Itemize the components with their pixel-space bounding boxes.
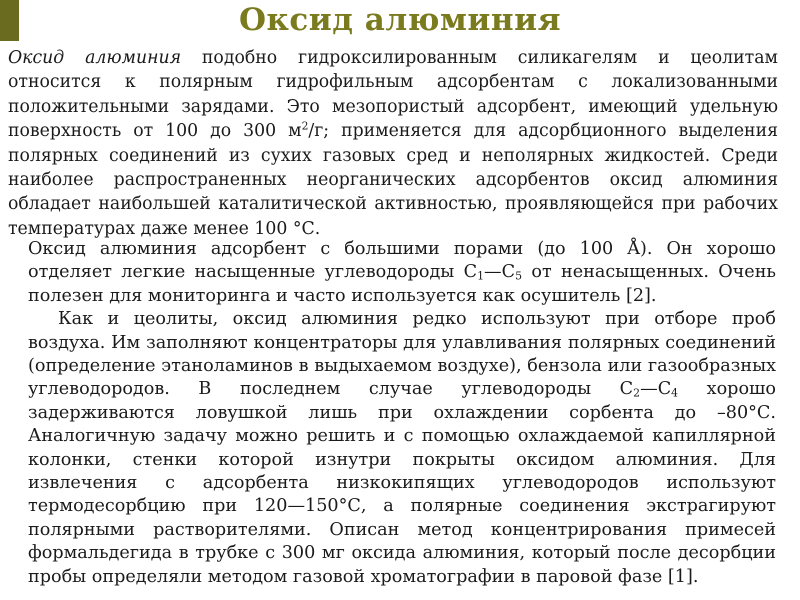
scanned-text-block-2	[28, 238, 776, 589]
paragraph-alumina-properties: Оксид алюминия подобно гидроксилированным силикагелям и цеолитам относится к полярным гидрофильным адсорбентам с локализованными положительными зарядами. Это мезопористый адсорбент, имеющий удельную поверхность от 100 до 300 $м^2/г$; применяется для адсорбционного выделения полярных соединений из сухих газовых сред и неполярных жидкостей. Среди наиболее распространенных неорганических адсорбентов оксид алюминия обладает наибольшей каталитической активностью, проявляющейся при рабочих температурах даже менее 100 °С.	[8, 48, 778, 239]
paragraph-air-sampling: Как и цеолиты, оксид алюминия редко используют при отборе проб воздуха. Им заполняют концентраторы для улавливания полярных соединений (определение этаноламинов в выдыхаемом воздухе), бензола или газообразных углеводородов. В последнем случае углеводороды $С_2—С_4$ хорошо задерживаются ловушкой лишь при охлаждении сорбента до –80°С. Аналогичную задачу можно решить и с помощью охлаждаемой капиллярной колонки, стенки которой изнутри покрыты оксидом алюминия. Для извлечения с адсорбента низкокипящих углеводородов используют термодесорбцию при 120—150°С, а полярные соединения экстрагируют полярными растворителями. Описан метод концентрирования примесей формальдегида в трубке с 300 мг оксида алюминия, который после десорбции пробы определяли методом газовой хроматографии в паровой фазе [1].	[28, 309, 776, 587]
term-italic: Оксид алюминия	[8, 48, 182, 68]
paragraph-large-pores: Оксид алюминия адсорбент с большими порами (до 100 Å). Он хорошо отделяет легкие насыщенные углеводороды $С_1—С_5$ от ненасыщенных. Очень полезен для мониторинга и часто используется как осушитель [2].	[28, 239, 776, 306]
slide-title: Оксид алюминия	[239, 2, 561, 38]
scanned-text-block-1	[8, 46, 778, 241]
